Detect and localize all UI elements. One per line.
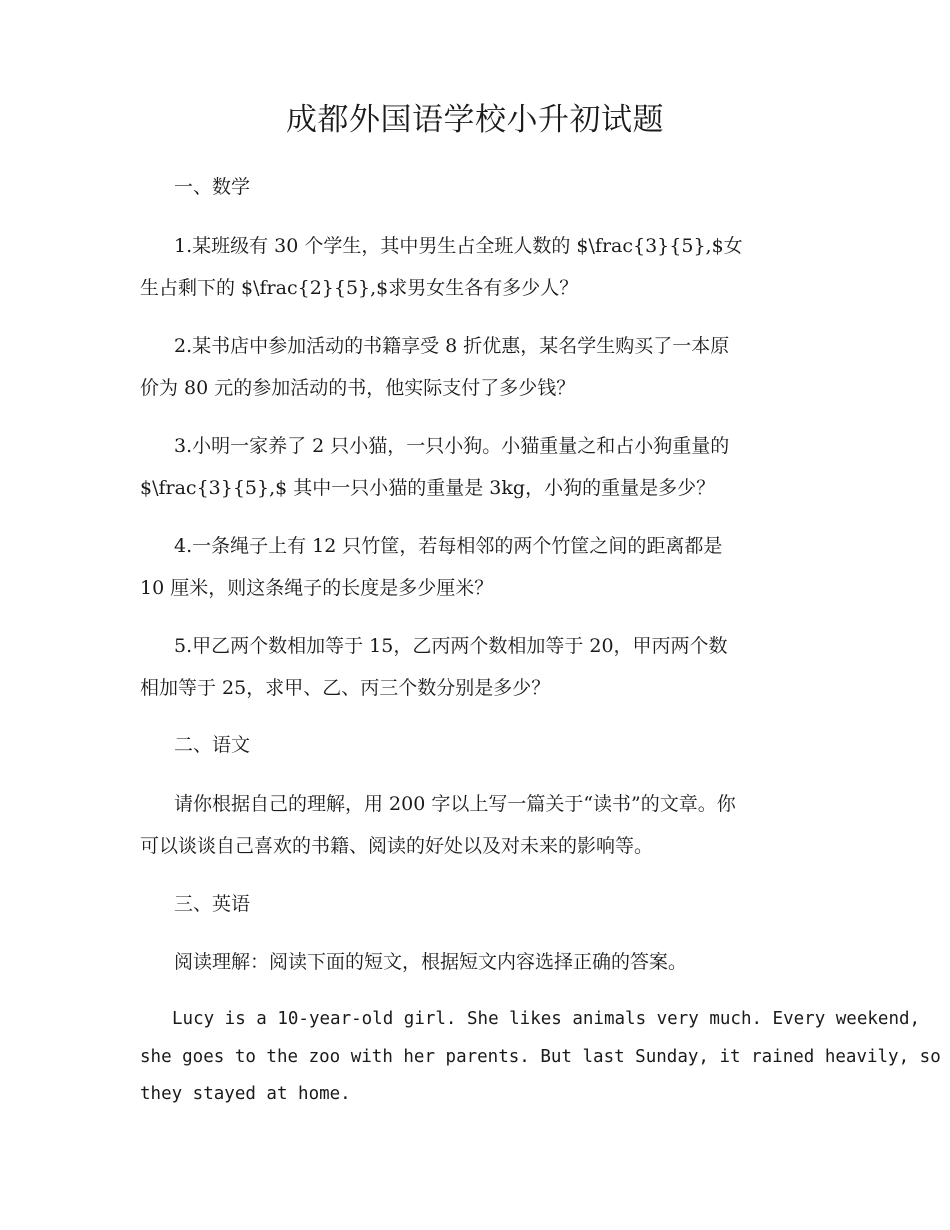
question-line: 相加等于 25，求甲、乙、丙三个数分别是多少？ — [140, 677, 551, 699]
section-heading-english: 三、英语 — [174, 893, 251, 915]
english-passage — [140, 1001, 950, 1114]
question-line: 价为 80 元的参加活动的书，他实际支付了多少钱？ — [140, 377, 576, 399]
passage-line: they stayed at home. — [140, 1084, 351, 1104]
section-heading-chinese: 二、语文 — [174, 734, 251, 756]
math-question-4 — [140, 525, 940, 609]
passage-line: Lucy is a 10-year-old girl. She likes animals very much. Every weekend, — [172, 1009, 921, 1029]
math-question-5 — [140, 625, 940, 709]
question-line: 10 厘米，则这条绳子的长度是多少厘米？ — [140, 577, 494, 599]
passage-line: she goes to the zoo with her parents. But last Sunday, it rained heavily, so — [140, 1046, 941, 1067]
question-line: 3.小明一家养了 2 只小猫，一只小狗。小猫重量之和占小狗重量的 — [174, 435, 730, 457]
math-question-1 — [140, 225, 940, 309]
chinese-prompt — [140, 783, 940, 867]
math-question-3 — [140, 425, 940, 509]
question-line: $\frac{3}{5},$ 其中一只小猫的重量是 3kg，小狗的重量是多少？ — [140, 477, 716, 499]
question-line: 生占剩下的 $\frac{2}{5},$求男女生各有多少人？ — [140, 277, 579, 299]
page-title: 成都外国语学校小升初试题 — [286, 102, 664, 138]
section-heading-math: 一、数学 — [174, 176, 251, 198]
english-instruction — [140, 941, 940, 983]
math-question-2 — [140, 325, 940, 409]
prompt-line: 请你根据自己的理解，用 200 字以上写一篇关于“读书”的文章。你 — [174, 793, 736, 815]
question-line: 4.一条绳子上有 12 只竹筐，若每相邻的两个竹筐之间的距离都是 — [174, 535, 723, 557]
question-line: 1.某班级有 30 个学生，其中男生占全班人数的 $\frac{3}{5},$女 — [174, 235, 743, 257]
question-line: 5.甲乙两个数相加等于 15，乙丙两个数相加等于 20，甲丙两个数 — [174, 635, 728, 657]
instruction-line: 阅读理解：阅读下面的短文，根据短文内容选择正确的答案。 — [174, 951, 688, 973]
question-line: 2.某书店中参加活动的书籍享受 8 折优惠，某名学生购买了一本原 — [174, 335, 730, 357]
prompt-line: 可以谈谈自己喜欢的书籍、阅读的好处以及对未来的影响等。 — [140, 835, 654, 857]
